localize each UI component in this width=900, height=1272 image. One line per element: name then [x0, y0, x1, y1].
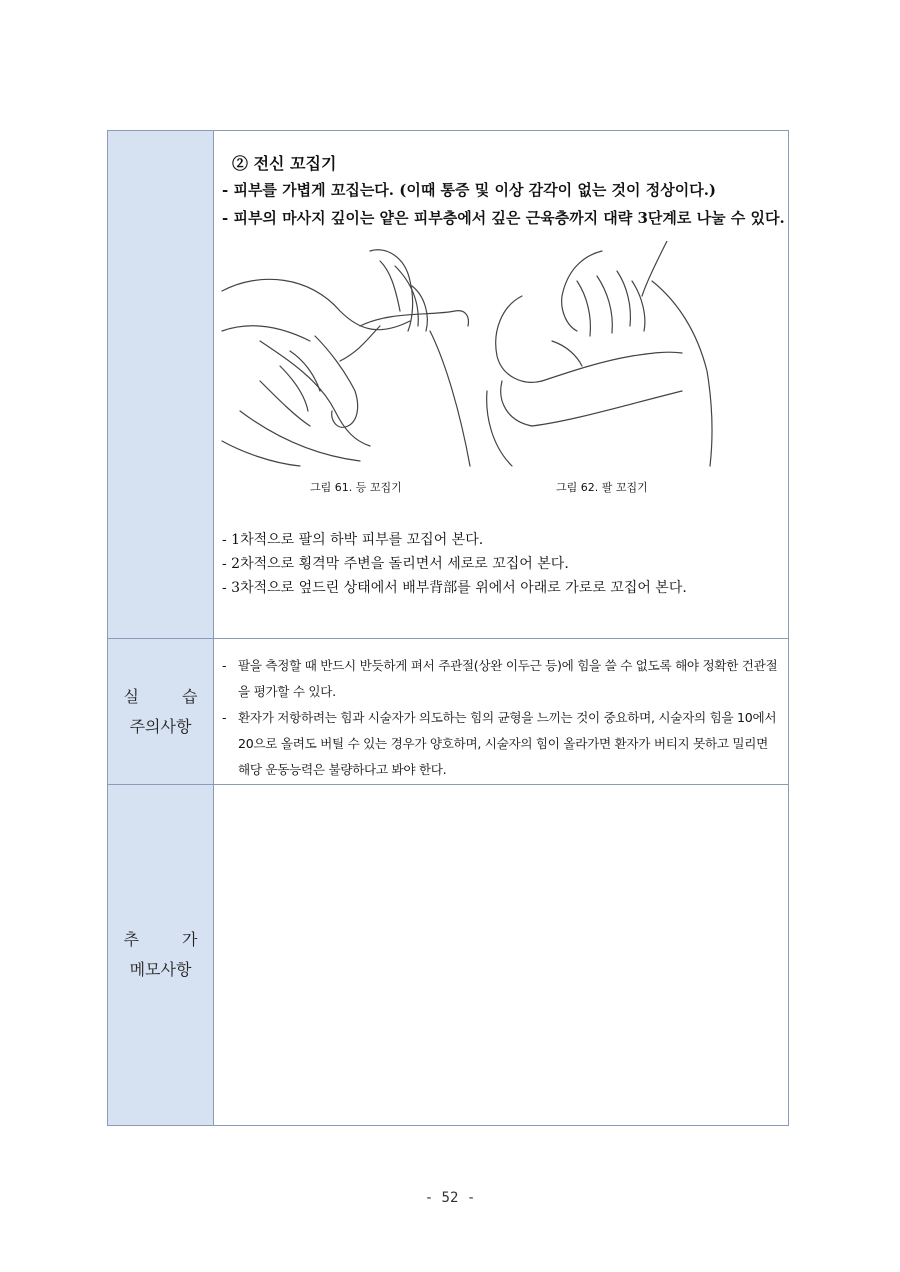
practice-note-2 [222, 705, 782, 783]
figure-caption-2: 그림 62. 팔 꼬집기 [556, 481, 648, 494]
bullet-top-2: - 피부의 마사지 깊이는 얕은 피부층에서 깊은 근육층까지 대략 3단계로 나눌 수 있다. [222, 209, 785, 227]
figure-caption-1: 그림 61. 등 꼬집기 [310, 481, 402, 494]
content-table [107, 130, 789, 1126]
arm-pinching-illustration [482, 241, 722, 471]
memo-label [124, 925, 198, 985]
page-number: - 52 - [424, 1190, 476, 1206]
practice-label [124, 682, 198, 742]
row1-content-cell [214, 131, 788, 638]
bullet-top-1: - 피부를 가볍게 꼬집는다. (이때 통증 및 이상 감각이 없는 것이 정상이다.) [222, 181, 717, 199]
note-dash: - [222, 710, 227, 725]
practice-label-char-1: 실 [123, 686, 139, 706]
memo-label-cell [108, 784, 214, 1125]
practice-notes-cell [214, 638, 788, 784]
practice-note-text: 환자가 저항하려는 힘과 시술자가 의도하는 힘의 균형을 느끼는 것이 중요하며, 시술자의 힘을 10에서 20으로 올려도 버틸 수 있는 경우가 양호하며, 시술자의 힘이 올라가면 환자가 버티지 못하고 밀리면 해당 운동능력은 불량하다고 봐야 한다. [238, 710, 777, 777]
memo-label-line2: 메모사항 [129, 960, 192, 979]
bullet-bottom-2: - 2차적으로 횡격막 주변을 돌리면서 세로로 꼬집어 본다. [222, 556, 569, 572]
note-dash: - [222, 658, 227, 673]
practice-note-text: 팔을 측정할 때 반드시 반듯하게 펴서 주관절(상완 이두근 등)에 힘을 쓸 수 없도록 해야 정확한 건관절을 평가할 수 있다. [238, 658, 778, 699]
row1-header-cell [108, 131, 214, 638]
practice-label-cell [108, 638, 214, 784]
bullet-bottom-1: - 1차적으로 팔의 하박 피부를 꼬집어 본다. [222, 532, 484, 548]
bullet-bottom-3: - 3차적으로 엎드린 상태에서 배부背部를 위에서 아래로 가로로 꼬집어 본다. [222, 580, 687, 596]
practice-note-1 [222, 653, 782, 705]
memo-content-cell[interactable] [214, 784, 788, 1125]
back-pinching-illustration [220, 241, 475, 471]
practice-label-line2: 주의사항 [129, 716, 192, 736]
memo-label-char-2: 가 [182, 930, 198, 949]
section-title: ② 전신 꼬집기 [232, 154, 337, 173]
practice-label-char-2: 습 [182, 686, 198, 706]
memo-label-char-1: 추 [123, 930, 139, 949]
practice-notes [222, 653, 782, 783]
